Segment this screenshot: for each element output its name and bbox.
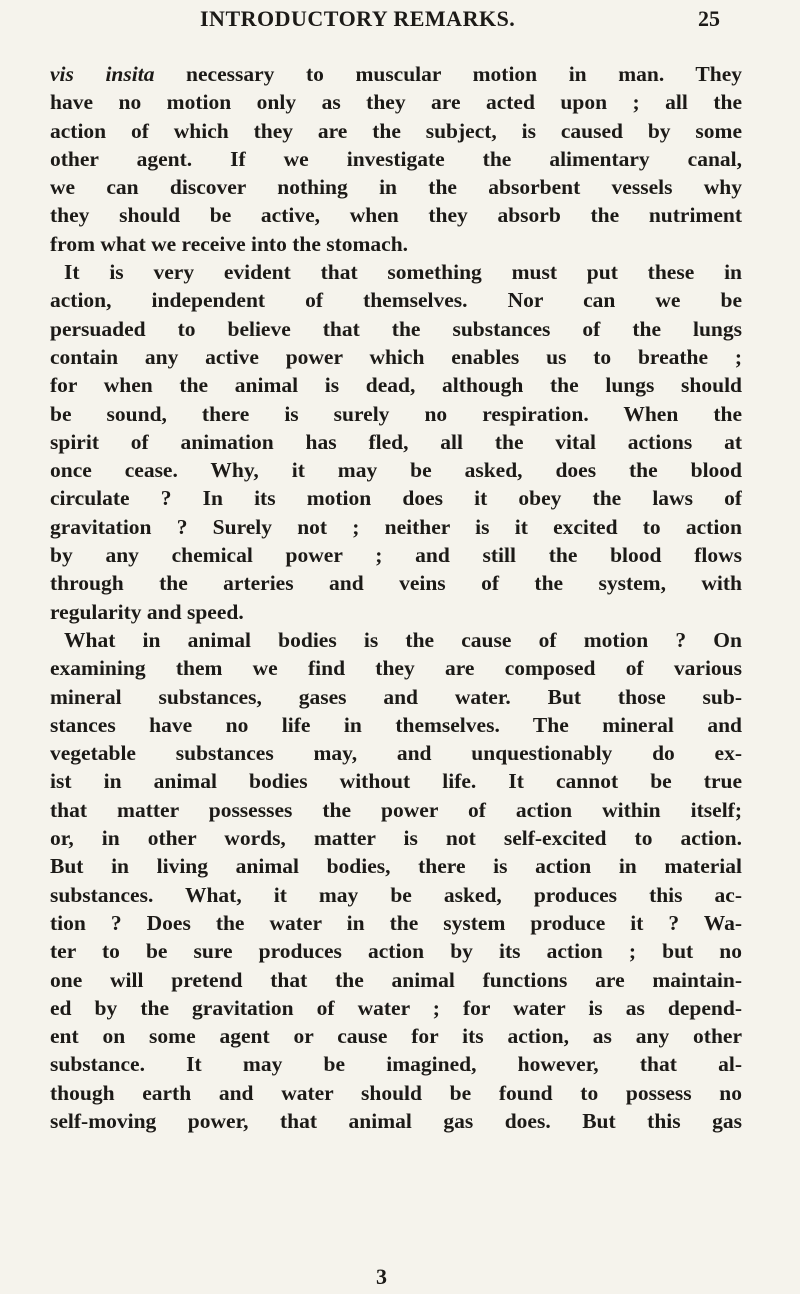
text-line: persuaded to believe that the substances of the lungs — [50, 316, 742, 341]
text-line: circulate ? In its motion does it obey the laws of — [50, 486, 742, 511]
text-line: But in living animal bodies, there is action in material — [50, 854, 742, 879]
text-line: substance. It may be imagined, however, that al- — [50, 1052, 742, 1077]
text-line: through the arteries and veins of the system, with — [50, 571, 742, 596]
text-line: mineral substances, gases and water. But those sub- — [50, 684, 742, 709]
text-line: that matter possesses the power of action within itself; — [50, 797, 742, 822]
page-number: 25 — [698, 6, 720, 31]
text-line: or, in other words, matter is not self-excited to action. — [50, 826, 742, 851]
text-line: though earth and water should be found to possess no — [50, 1080, 742, 1105]
text-line: stances have no life in themselves. The mineral and — [50, 712, 742, 737]
text-line: we can discover nothing in the absorbent vessels why — [50, 175, 742, 200]
text-line: vegetable substances may, and unquestionably do ex- — [50, 741, 742, 766]
text-line: be sound, there is surely no respiration. When the — [50, 401, 742, 426]
text-line: action of which they are the subject, is caused by some — [50, 118, 742, 143]
text-line — [50, 60, 742, 88]
text-line: ed by the gravitation of water ; for water is as depend- — [50, 995, 742, 1020]
body-text — [50, 60, 742, 1135]
text-line: other agent. If we investigate the alimentary canal, — [50, 146, 742, 171]
signature-mark: 3 — [376, 1264, 387, 1289]
text-line: tion ? Does the water in the system produce it ? Wa- — [50, 910, 742, 935]
text-line: once cease. Why, it may be asked, does the blood — [50, 458, 742, 483]
text-line: spirit of animation has fled, all the vital actions at — [50, 429, 742, 454]
text-line: have no motion only as they are acted upon ; all the — [50, 90, 742, 115]
running-title: INTRODUCTORY REMARKS. — [200, 6, 516, 31]
text-line: ter to be sure produces action by its action ; but no — [50, 939, 742, 964]
first-line-rest: necessary to muscular motion in man. They — [154, 62, 742, 86]
text-line: from what we receive into the stomach. — [50, 231, 409, 256]
text-line: contain any active power which enables us to breathe ; — [50, 344, 742, 369]
text-line: It is very evident that something must put these in — [64, 260, 742, 285]
page-header — [200, 6, 720, 36]
text-line: ist in animal bodies without life. It cannot be true — [50, 769, 742, 794]
italic-phrase: vis insita — [50, 62, 155, 86]
text-line: they should be active, when they absorb the nutriment — [50, 203, 742, 228]
text-line: by any chemical power ; and still the blood flows — [50, 543, 742, 568]
text-line: ent on some agent or cause for its action, as any other — [50, 1024, 742, 1049]
text-line: action, independent of themselves. Nor can we be — [50, 288, 742, 313]
text-line: examining them we find they are composed of various — [50, 656, 742, 681]
text-line: substances. What, it may be asked, produces this ac- — [50, 882, 742, 907]
text-line: for when the animal is dead, although the lungs should — [50, 373, 742, 398]
text-line: What in animal bodies is the cause of motion ? On — [64, 627, 742, 652]
text-line: regularity and speed. — [50, 599, 244, 624]
text-line: self-moving power, that animal gas does. But this gas — [50, 1108, 742, 1133]
text-line: one will pretend that the animal functions are maintain- — [50, 967, 742, 992]
text-line: gravitation ? Surely not ; neither is it excited to action — [50, 514, 742, 539]
